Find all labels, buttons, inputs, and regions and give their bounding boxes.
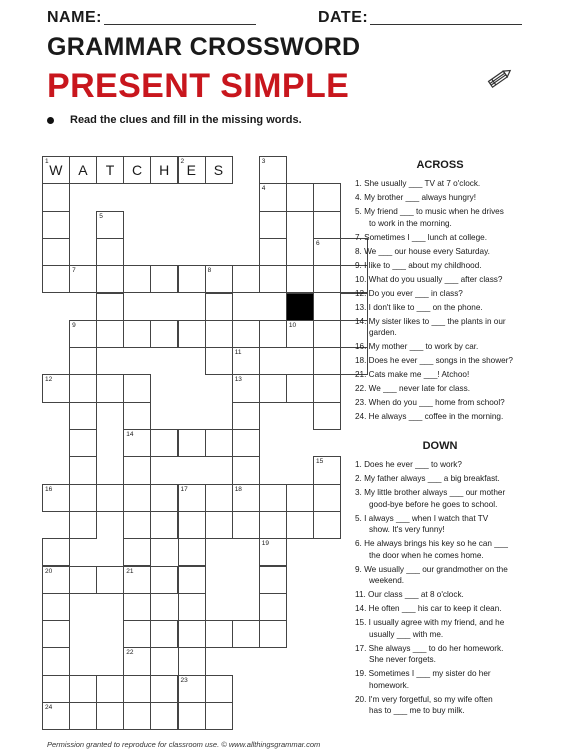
clue-number: 10 — [288, 321, 297, 329]
crossword-cell[interactable] — [123, 511, 151, 539]
instruction-text: Read the clues and fill in the missing words. — [70, 114, 302, 126]
name-label: NAME: — [47, 9, 102, 26]
clue-text-continuation: the door when he comes home. — [369, 550, 484, 560]
crossword-cell[interactable] — [42, 265, 70, 293]
crossword-cell[interactable] — [313, 484, 341, 512]
clue-number: 7 — [72, 267, 76, 275]
crossword-cell[interactable] — [69, 702, 97, 730]
crossword-cell[interactable] — [232, 484, 260, 512]
across-clue — [355, 260, 555, 272]
crossword-cell[interactable] — [150, 566, 178, 594]
crossword-cell[interactable] — [42, 647, 70, 675]
clue-number: 23 — [180, 676, 188, 684]
crossword-cell[interactable] — [205, 620, 233, 648]
crossword-cell[interactable] — [286, 484, 314, 512]
crossword-cell[interactable] — [150, 265, 178, 293]
clue-text: 9. I like to ___ about my childhood. — [355, 260, 482, 270]
crossword-cell[interactable] — [150, 320, 178, 348]
clue-text: 2. My father always ___ a big breakfast. — [355, 474, 500, 483]
clue-text-continuation: garden. — [369, 328, 397, 337]
crossword-cell[interactable] — [232, 374, 260, 402]
crossword-cell[interactable] — [178, 702, 206, 730]
crossword-cell[interactable] — [232, 265, 260, 293]
clue-text: 8. We ___ our house every Saturday. — [355, 246, 490, 256]
crossword-cell[interactable] — [123, 320, 151, 348]
clue-text-continuation: has to ___ me to buy milk. — [369, 706, 465, 715]
across-heading: ACROSS — [416, 159, 464, 171]
crossword-cell[interactable] — [205, 429, 233, 457]
across-clue — [355, 316, 555, 339]
across-clue — [355, 355, 555, 367]
across-clue — [355, 178, 555, 190]
down-clue — [355, 617, 555, 640]
clue-text-continuation: good-bye before he goes to school. — [369, 499, 498, 509]
pencil-icon — [484, 68, 514, 90]
crossword-cell[interactable] — [96, 156, 124, 184]
clue-text: 3. My little brother always ___ our mother — [355, 488, 506, 497]
down-clue — [355, 694, 555, 717]
crossword-cell[interactable] — [69, 484, 97, 512]
clue-text: 19. Sometimes I ___ my sister do her — [355, 669, 491, 678]
crossword-cell[interactable] — [69, 156, 97, 184]
crossword-cell[interactable] — [69, 374, 97, 402]
crossword-cell[interactable] — [232, 320, 260, 348]
clue-number: 24 — [45, 704, 53, 711]
clue-number: 15 — [316, 458, 324, 466]
crossword-cell[interactable] — [42, 238, 70, 266]
crossword-cell[interactable] — [259, 538, 287, 566]
crossword-cell[interactable] — [313, 211, 341, 239]
clue-text: 13. I don't like to ___ on the phone. — [355, 302, 483, 312]
crossword-cell[interactable] — [259, 156, 287, 184]
clue-text: 24. He always ___ coffee in the morning. — [355, 412, 504, 421]
crossword-cell[interactable] — [123, 593, 151, 621]
across-clue — [355, 274, 555, 286]
down-clue-list — [355, 459, 555, 719]
crossword-cell[interactable] — [123, 647, 151, 675]
crossword-cell[interactable] — [178, 593, 206, 621]
clue-text: 12. Do you ever ___ in class? — [355, 288, 463, 298]
crossword-cell[interactable] — [96, 566, 124, 594]
crossword-cell[interactable] — [313, 402, 341, 430]
down-clue — [355, 643, 555, 666]
name-field[interactable] — [104, 24, 256, 25]
crossword-cell[interactable] — [259, 265, 287, 293]
answer-letter: W — [49, 162, 63, 178]
crossword-cell[interactable] — [150, 675, 178, 703]
crossword-cell[interactable] — [123, 374, 151, 402]
crossword-cell[interactable] — [259, 593, 287, 621]
clue-number: 16 — [45, 485, 53, 493]
crossword-cell[interactable] — [123, 484, 151, 512]
clue-number: 20 — [45, 567, 53, 575]
clue-text-continuation: usually ___ with me. — [369, 629, 444, 639]
crossword-cell[interactable] — [96, 293, 124, 321]
clue-text: 14. He often ___ his car to keep it clean. — [355, 604, 502, 613]
across-clue — [355, 206, 555, 229]
crossword-cell[interactable] — [150, 511, 178, 539]
clue-number: 2 — [180, 158, 185, 165]
crossword-cell[interactable] — [123, 538, 151, 566]
crossword-cell[interactable] — [96, 702, 124, 730]
crossword-cell[interactable] — [178, 620, 206, 648]
crossword-cell[interactable] — [205, 511, 233, 539]
crossword-cell[interactable] — [232, 511, 260, 539]
crossword-cell[interactable] — [150, 484, 178, 512]
crossword-cell[interactable] — [259, 320, 287, 348]
clue-number: 5 — [99, 212, 103, 220]
clue-number: 8 — [207, 267, 212, 275]
across-clue — [355, 232, 555, 244]
across-clue — [355, 397, 555, 409]
crossword-cell[interactable] — [205, 156, 233, 184]
crossword-cell[interactable] — [313, 320, 341, 348]
clue-text: 7. Sometimes I ___ lunch at college. — [355, 232, 487, 242]
crossword-cell[interactable] — [42, 675, 70, 703]
clue-text-continuation: show. It's very funny! — [369, 525, 445, 534]
crossword-cell[interactable] — [232, 347, 260, 375]
crossword-cell[interactable] — [286, 320, 314, 348]
crossword-cell[interactable] — [178, 566, 206, 594]
down-clue — [355, 487, 555, 510]
clue-text: 9. We usually ___ our grandmother on the — [355, 564, 508, 574]
crossword-cell[interactable] — [232, 456, 260, 484]
clue-text: 20. I'm very forgetful, so my wife often — [355, 694, 493, 704]
crossword-cell[interactable] — [123, 429, 151, 457]
clue-text: 4. My brother ___ always hungry! — [355, 193, 477, 202]
crossword-cell[interactable] — [69, 511, 97, 539]
crossword-cell[interactable] — [69, 402, 97, 430]
crossword-cell[interactable] — [205, 320, 233, 348]
clue-text-continuation: weekend. — [369, 576, 405, 585]
clue-text: 1. Does he ever ___ to work? — [355, 460, 462, 469]
crossword-cell[interactable] — [123, 620, 151, 648]
clue-number: 3 — [261, 158, 266, 165]
crossword-cell[interactable] — [286, 374, 314, 402]
crossword-cell[interactable] — [313, 183, 341, 211]
across-clue — [355, 341, 555, 353]
down-clue — [355, 513, 555, 536]
crossword-cell[interactable] — [96, 265, 124, 293]
clue-number: 17 — [180, 485, 188, 493]
crossword-cell[interactable] — [313, 456, 341, 484]
crossword-cell[interactable] — [259, 484, 287, 512]
down-clue — [355, 473, 555, 485]
crossword-cell[interactable] — [69, 675, 97, 703]
crossword-cell[interactable] — [259, 183, 287, 211]
clue-number: 19 — [261, 540, 270, 548]
clue-number: 12 — [45, 376, 53, 384]
crossword-cell[interactable] — [205, 675, 233, 703]
clue-text-continuation: to work in the morning. — [369, 218, 452, 228]
clue-text: 15. I usually agree with my friend, and he — [355, 618, 505, 627]
down-clue — [355, 564, 555, 587]
across-clue — [355, 411, 555, 423]
crossword-cell[interactable] — [205, 265, 233, 293]
clue-number: 22 — [126, 649, 134, 657]
clue-number: 11 — [234, 349, 242, 357]
clue-text-continuation: She never forgets. — [369, 655, 436, 664]
clue-text: 5. I always ___ when I watch that TV — [355, 513, 489, 523]
crossword-cell[interactable] — [313, 238, 341, 266]
clue-number: 13 — [234, 376, 242, 384]
crossword-cell[interactable] — [69, 456, 97, 484]
crossword-cell[interactable] — [178, 647, 206, 675]
crossword-cell[interactable] — [123, 402, 151, 430]
crossword-cell[interactable] — [205, 484, 233, 512]
crossword-cell[interactable] — [69, 347, 97, 375]
crossword-cell[interactable] — [286, 183, 314, 211]
across-clue — [355, 302, 555, 314]
clue-text: 1. She usually ___ TV at 7 o'clock. — [355, 179, 481, 188]
crossword-cell[interactable] — [42, 566, 70, 594]
answer-letter: C — [132, 162, 143, 178]
crossword-cell[interactable] — [96, 675, 124, 703]
down-heading: DOWN — [422, 440, 458, 452]
crossword-cell[interactable] — [42, 484, 70, 512]
clue-number: 14 — [126, 431, 134, 438]
crossword-cell[interactable] — [42, 374, 70, 402]
crossword-cell[interactable] — [42, 183, 70, 211]
crossword-cell[interactable] — [42, 593, 70, 621]
down-clue — [355, 538, 555, 561]
crossword-cell[interactable] — [178, 675, 206, 703]
crossword-cell[interactable] — [123, 156, 151, 184]
crossword-cell[interactable] — [259, 511, 287, 539]
crossword-cell[interactable] — [178, 156, 206, 184]
clue-text-continuation: homework. — [369, 680, 410, 690]
worksheet-title: GRAMMAR CROSSWORD — [47, 33, 361, 61]
crossword-cell[interactable] — [42, 702, 70, 730]
across-clue — [355, 288, 555, 300]
crossword-cell[interactable] — [178, 429, 206, 457]
clue-text: 10. What do you usually ___ after class? — [355, 274, 503, 284]
answer-letter: E — [186, 162, 197, 178]
crossword-cell[interactable] — [42, 620, 70, 648]
clue-number: 9 — [72, 321, 76, 329]
clue-text: 17. She always ___ to do her homework. — [355, 643, 504, 653]
crossword-cell[interactable] — [313, 511, 341, 539]
across-clue-list — [355, 178, 555, 425]
across-clue — [355, 369, 555, 381]
clue-text: 21. Cats make me ___! Atchoo! — [355, 370, 470, 379]
clue-text: 11. Our class ___ at 8 o'clock. — [355, 590, 464, 599]
clue-text: 22. We ___ never late for class. — [355, 384, 470, 393]
crossword-cell[interactable] — [259, 238, 287, 266]
crossword-cell[interactable] — [313, 374, 341, 402]
clue-number: 1 — [45, 158, 49, 165]
answer-letter: H — [159, 162, 170, 178]
answer-letter: S — [213, 162, 224, 178]
crossword-cell[interactable] — [96, 320, 124, 348]
down-clue — [355, 459, 555, 471]
clue-text: 16. My mother ___ to work by car. — [355, 342, 479, 351]
crossword-cell[interactable] — [286, 511, 314, 539]
crossword-cell[interactable] — [42, 156, 70, 184]
crossword-cell[interactable] — [232, 429, 260, 457]
crossword-cell[interactable] — [96, 211, 124, 239]
clue-text: 6. He always brings his key so he can ___ — [355, 539, 508, 548]
across-clue — [355, 383, 555, 395]
date-label: DATE: — [318, 9, 369, 26]
crossword-cell[interactable] — [259, 211, 287, 239]
across-clue — [355, 246, 555, 258]
crossword-cell[interactable] — [178, 511, 206, 539]
crossword-cell[interactable] — [259, 566, 287, 594]
crossword-cell[interactable] — [286, 265, 314, 293]
crossword-cell[interactable] — [178, 320, 206, 348]
down-clue — [355, 668, 555, 691]
crossword-cell[interactable] — [69, 265, 97, 293]
crossword-cell[interactable] — [42, 538, 70, 566]
crossword-cell[interactable] — [150, 702, 178, 730]
crossword-cell[interactable] — [123, 675, 151, 703]
crossword-cell[interactable] — [96, 484, 124, 512]
crossword-cell[interactable] — [205, 347, 233, 375]
clue-number: 18 — [234, 485, 242, 493]
crossword-cell[interactable] — [69, 566, 97, 594]
crossword-cell[interactable] — [123, 265, 151, 293]
answer-letter: A — [78, 162, 89, 178]
clue-text: 18. Does he ever ___ songs in the shower? — [355, 356, 513, 365]
crossword-cell[interactable] — [42, 211, 70, 239]
crossword-cell[interactable] — [232, 402, 260, 430]
crossword-cell[interactable] — [205, 293, 233, 321]
crossword-cell[interactable] — [96, 374, 124, 402]
copyright-footer: Permission granted to reproduce for classroom use. © www.allthingsgrammar.com — [47, 740, 321, 749]
clue-number: 21 — [126, 567, 134, 575]
clue-text: 5. My friend ___ to music when he drives — [355, 207, 504, 216]
crossword-cell[interactable] — [123, 702, 151, 730]
down-clue — [355, 589, 555, 601]
clue-text: 23. When do you ___ home from school? — [355, 398, 505, 407]
clue-number: 4 — [261, 185, 266, 193]
date-field[interactable] — [370, 24, 522, 25]
crossword-cell[interactable] — [232, 620, 260, 648]
crossword-cell[interactable] — [123, 566, 151, 594]
clue-number: 6 — [316, 239, 320, 247]
worksheet-subtitle: PRESENT SIMPLE — [47, 67, 350, 105]
crossword-cell[interactable] — [150, 156, 178, 184]
crossword-cell[interactable] — [69, 429, 97, 457]
crossword-cell[interactable] — [259, 620, 287, 648]
crossword-block — [286, 293, 314, 321]
crossword-cell[interactable] — [178, 484, 206, 512]
across-clue — [355, 192, 555, 204]
bullet-icon — [47, 117, 54, 124]
clue-text: 14. My sister likes to ___ the plants in our — [355, 316, 506, 326]
crossword-cell[interactable] — [313, 347, 341, 375]
down-clue — [355, 603, 555, 615]
answer-letter: T — [105, 162, 115, 178]
crossword-cell[interactable] — [69, 320, 97, 348]
crossword-cell[interactable] — [150, 429, 178, 457]
crossword-cell[interactable] — [259, 374, 287, 402]
crossword-cell[interactable] — [178, 265, 206, 293]
crossword-cell[interactable] — [150, 620, 178, 648]
crossword-cell[interactable] — [313, 265, 341, 293]
crossword-cell[interactable] — [123, 456, 151, 484]
crossword-cell[interactable] — [178, 538, 206, 566]
crossword-cell[interactable] — [96, 238, 124, 266]
crossword-cell[interactable] — [205, 702, 233, 730]
